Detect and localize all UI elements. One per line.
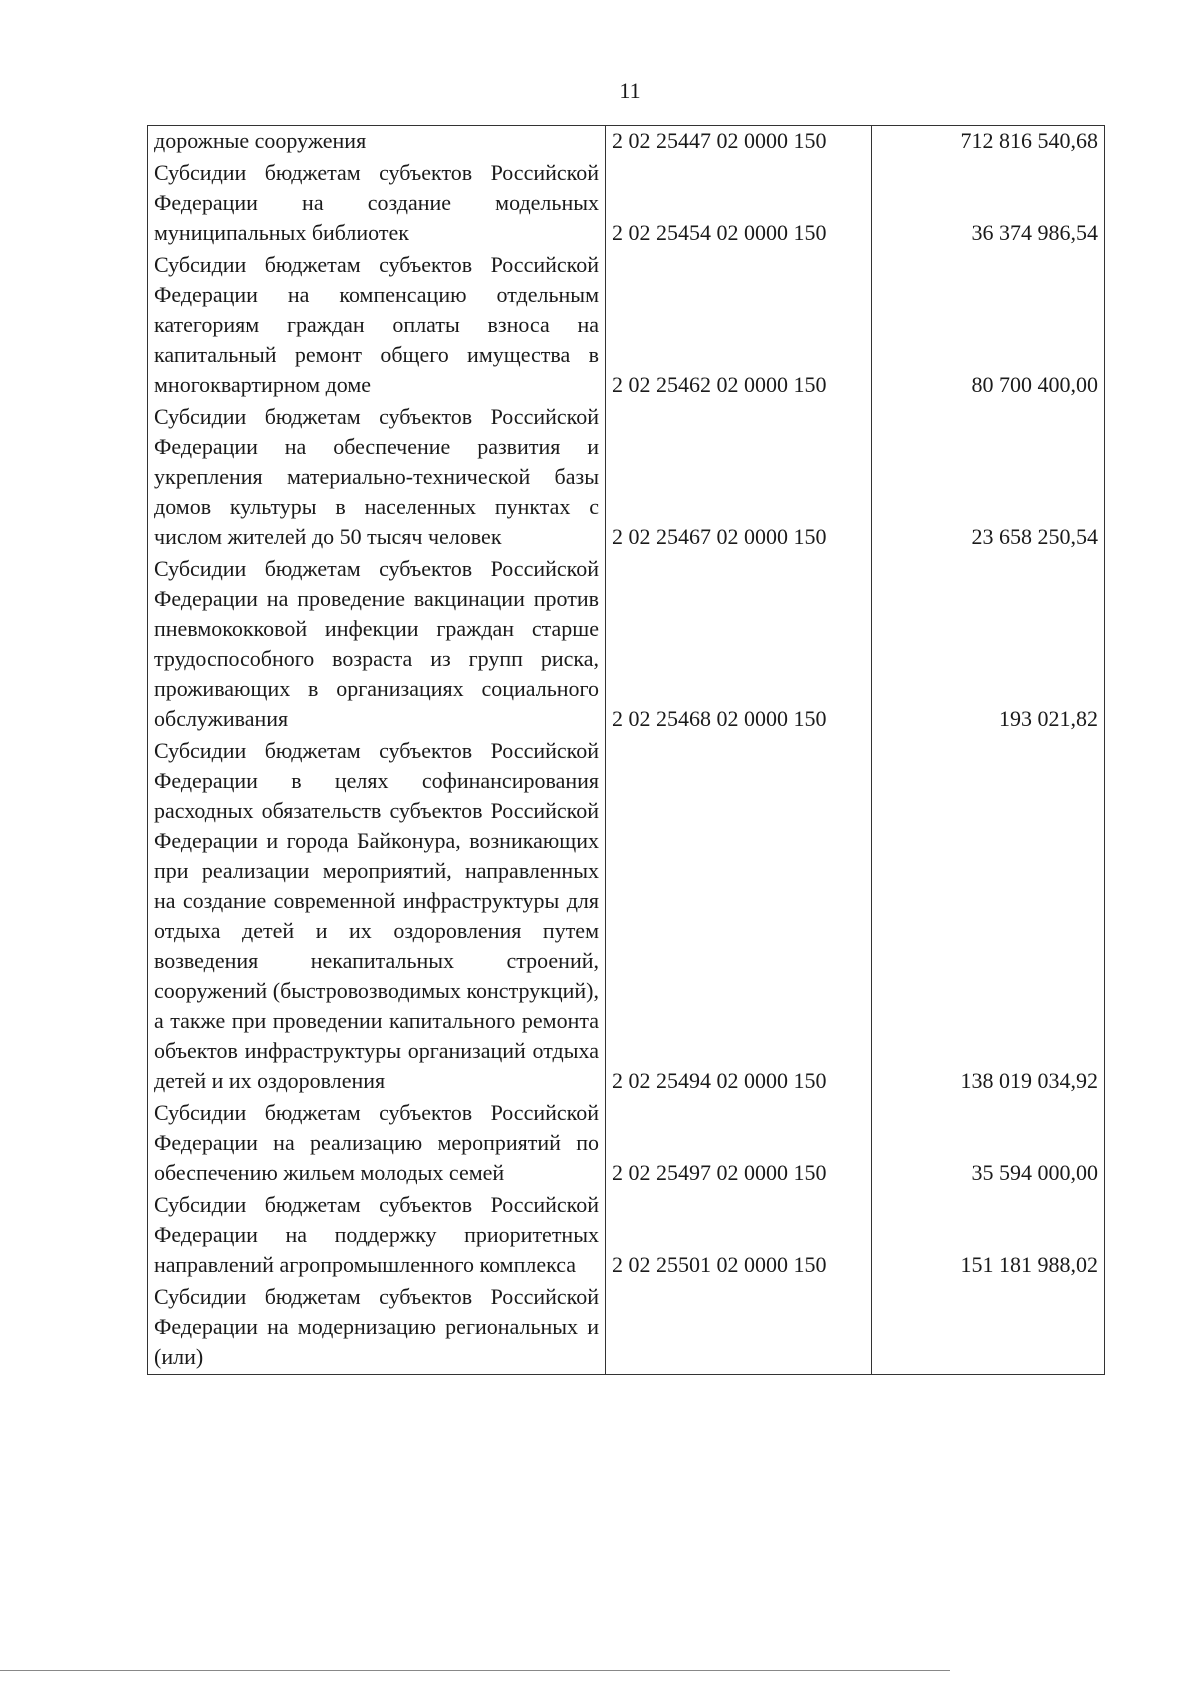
- table-row: [148, 402, 1105, 554]
- row-amount: 80 700 400,00: [872, 250, 1105, 402]
- row-code: 2 02 25447 02 0000 150: [606, 126, 872, 159]
- footer-divider: [0, 1670, 950, 1671]
- row-description: Субсидии бюджетам субъектов Российской Федерации на проведение вакцинации против пневмококковой инфекции граждан старше трудоспособного возраста из групп риска, проживающих в организациях социального обслуживания: [148, 554, 606, 736]
- row-code: 2 02 25468 02 0000 150: [606, 554, 872, 736]
- table-row: [148, 1098, 1105, 1190]
- row-amount: 712 816 540,68: [872, 126, 1105, 159]
- row-amount: [872, 1282, 1105, 1375]
- row-amount: 138 019 034,92: [872, 736, 1105, 1098]
- row-description: Субсидии бюджетам субъектов Российской Федерации на создание модельных муниципальных библиотек: [148, 158, 606, 250]
- row-description: дорожные сооружения: [148, 126, 606, 159]
- table-row: [148, 158, 1105, 250]
- row-amount: 36 374 986,54: [872, 158, 1105, 250]
- row-code: 2 02 25454 02 0000 150: [606, 158, 872, 250]
- table-row: [148, 736, 1105, 1098]
- row-description: Субсидии бюджетам субъектов Российской Федерации на обеспечение развития и укрепления материально-технической базы домов культуры в населенных пунктах с числом жителей до 50 тысяч человек: [148, 402, 606, 554]
- row-description: Субсидии бюджетам субъектов Российской Федерации на реализацию мероприятий по обеспечению жильем молодых семей: [148, 1098, 606, 1190]
- row-description: Субсидии бюджетам субъектов Российской Федерации на поддержку приоритетных направлений агропромышленного комплекса: [148, 1190, 606, 1282]
- table-row: [148, 126, 1105, 159]
- row-description: Субсидии бюджетам субъектов Российской Федерации на модернизацию региональных и (или): [148, 1282, 606, 1375]
- row-code: [606, 1282, 872, 1375]
- row-amount: 23 658 250,54: [872, 402, 1105, 554]
- table-row: [148, 1190, 1105, 1282]
- budget-table: [147, 125, 1105, 1375]
- row-amount: 193 021,82: [872, 554, 1105, 736]
- row-description: Субсидии бюджетам субъектов Российской Федерации в целях софинансирования расходных обязательств субъектов Российской Федерации и города Байконура, возникающих при реализации мероприятий, направленных на создание современной инфраструктуры для отдыха детей и их оздоровления путем возведения некапитальных строений, сооружений (быстровозводимых конструкций), а также при проведении капитального ремонта объектов инфраструктуры организаций отдыха детей и их оздоровления: [148, 736, 606, 1098]
- row-code: 2 02 25494 02 0000 150: [606, 736, 872, 1098]
- row-code: 2 02 25467 02 0000 150: [606, 402, 872, 554]
- row-amount: 35 594 000,00: [872, 1098, 1105, 1190]
- row-description: Субсидии бюджетам субъектов Российской Федерации на компенсацию отдельным категориям граждан оплаты взноса на капитальный ремонт общего имущества в многоквартирном доме: [148, 250, 606, 402]
- table-row: [148, 250, 1105, 402]
- row-code: 2 02 25501 02 0000 150: [606, 1190, 872, 1282]
- row-code: 2 02 25497 02 0000 150: [606, 1098, 872, 1190]
- page-number: 11: [619, 78, 641, 103]
- table-row: [148, 1282, 1105, 1375]
- row-amount: 151 181 988,02: [872, 1190, 1105, 1282]
- table-row: [148, 554, 1105, 736]
- row-code: 2 02 25462 02 0000 150: [606, 250, 872, 402]
